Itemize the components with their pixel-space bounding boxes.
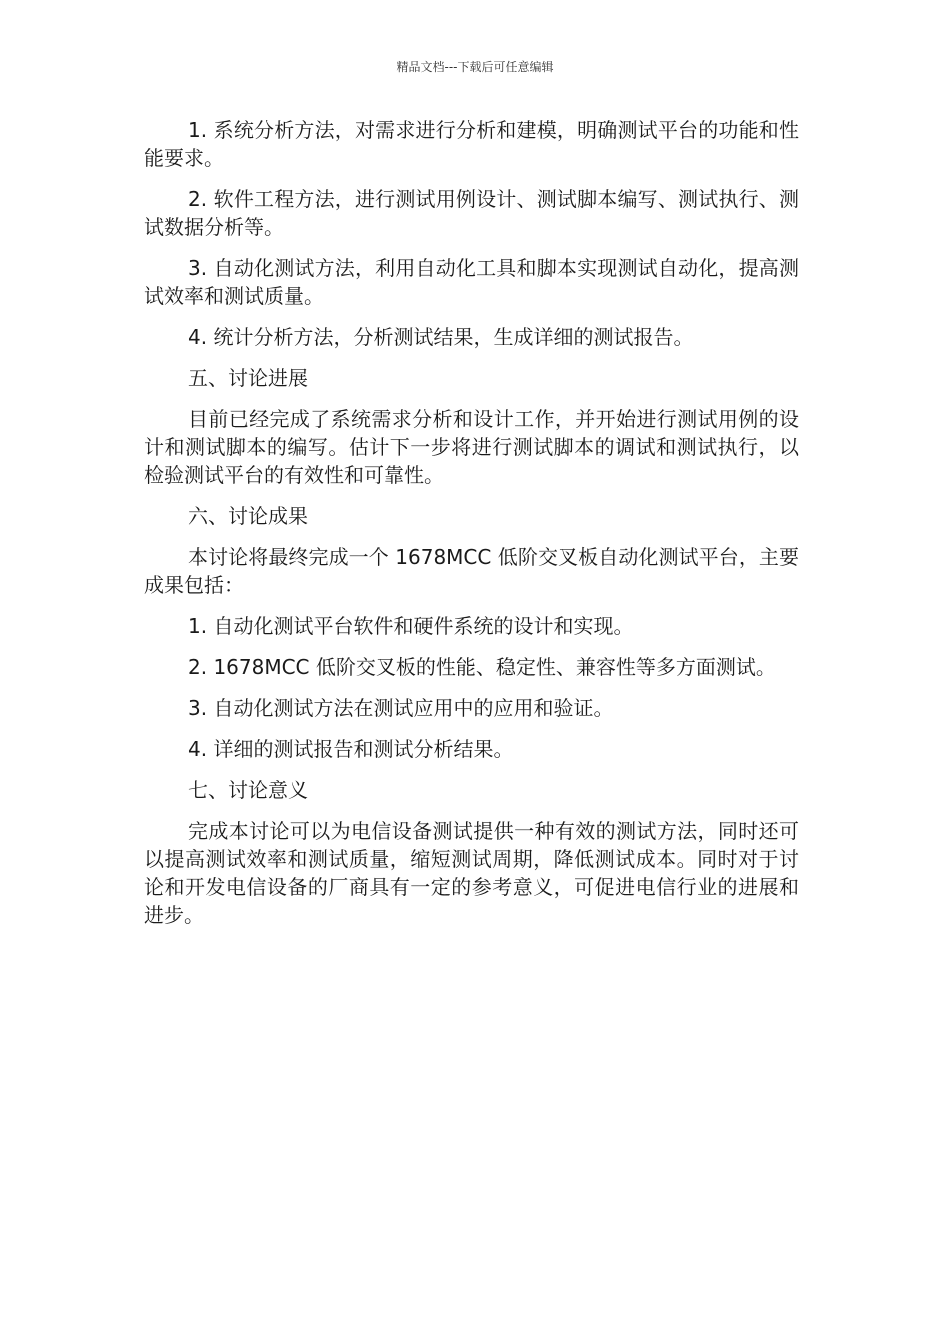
results-intro-paragraph: 本讨论将最终完成一个 1678MCC 低阶交叉板自动化测试平台，主要成果包括： xyxy=(144,545,799,597)
result-item-3: 3. 自动化测试方法在测试应用中的应用和验证。 xyxy=(188,696,614,720)
method-item-4: 4. 统计分析方法，分析测试结果，生成详细的测试报告。 xyxy=(188,325,694,349)
section-heading-progress: 五、讨论进展 xyxy=(188,366,308,390)
page-header: 精品文档---下载后可任意编辑 xyxy=(396,60,554,74)
result-item-1: 1. 自动化测试平台软件和硬件系统的设计和实现。 xyxy=(188,614,634,638)
result-item-2: 2. 1678MCC 低阶交叉板的性能、稳定性、兼容性等多方面测试。 xyxy=(188,655,776,679)
significance-paragraph: 完成本讨论可以为电信设备测试提供一种有效的测试方法，同时还可以提高测试效率和测试质量，缩短测试周期，降低测试成本。同时对于讨论和开发电信设备的厂商具有一定的参考意义，可促进电信行业的进展和进步。 xyxy=(144,819,799,927)
method-item-1: 1. 系统分析方法，对需求进行分析和建模，明确测试平台的功能和性能要求。 xyxy=(144,118,799,170)
progress-paragraph: 目前已经完成了系统需求分析和设计工作，并开始进行测试用例的设计和测试脚本的编写。估计下一步将进行测试脚本的调试和测试执行，以检验测试平台的有效性和可靠性。 xyxy=(144,407,799,487)
document-body xyxy=(144,116,799,942)
section-heading-results: 六、讨论成果 xyxy=(188,504,308,528)
method-item-3: 3. 自动化测试方法，利用自动化工具和脚本实现测试自动化，提高测试效率和测试质量。 xyxy=(144,256,799,308)
result-item-4: 4. 详细的测试报告和测试分析结果。 xyxy=(188,737,514,761)
method-item-2: 2. 软件工程方法，进行测试用例设计、测试脚本编写、测试执行、测试数据分析等。 xyxy=(144,187,799,239)
section-heading-significance: 七、讨论意义 xyxy=(188,778,308,802)
